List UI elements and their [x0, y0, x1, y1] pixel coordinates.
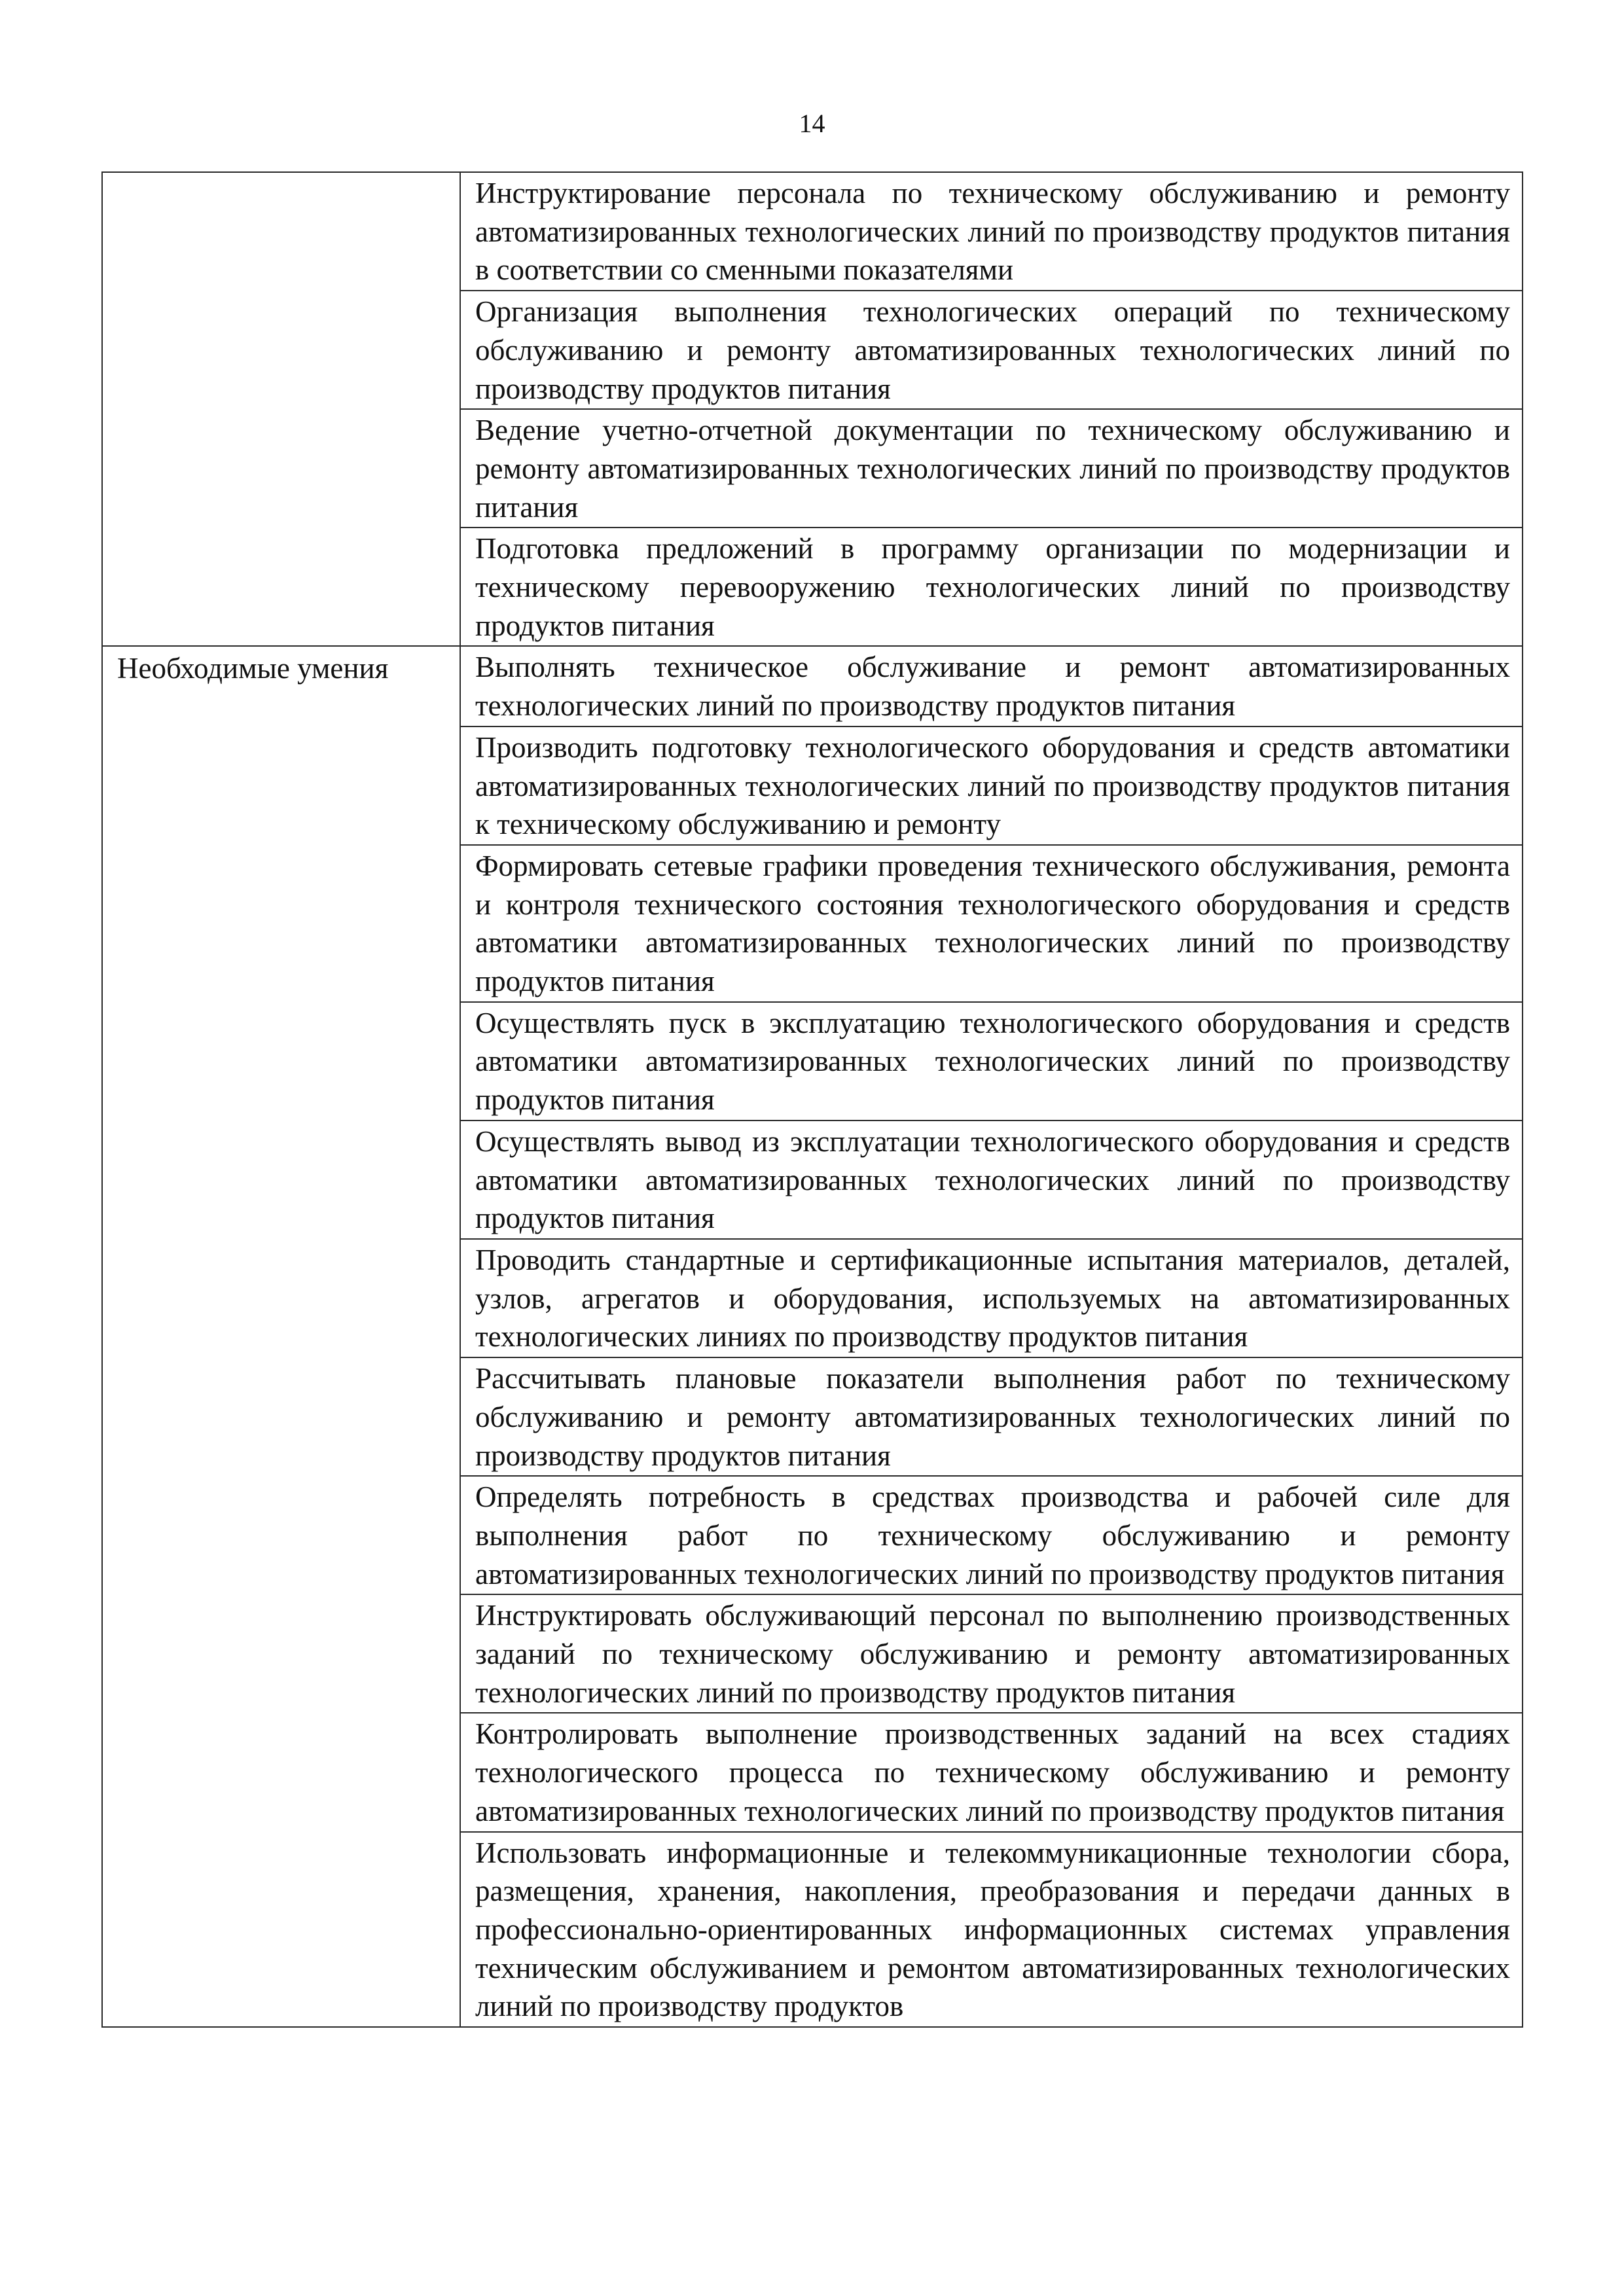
labor-action-cell: Организация выполнения технологических операций по техническому обслуживанию и ремонту автоматизированных технологических линий по производству продуктов питания: [460, 291, 1523, 409]
empty-label-cell: [102, 172, 460, 646]
labor-action-cell: Подготовка предложений в программу организации по модернизации и техническому перевооружению технологических линий по производству продуктов питания: [460, 528, 1523, 646]
skill-cell: Осуществлять пуск в эксплуатацию технологического оборудования и средств автоматики автоматизированных технологических линий по производству продуктов питания: [460, 1002, 1523, 1121]
table-row: [102, 646, 1523, 726]
skill-cell: Инструктировать обслуживающий персонал по выполнению производственных заданий по техническому обслуживанию и ремонту автоматизированных технологических линий по производству продуктов питания: [460, 1594, 1523, 1713]
labor-action-cell: Ведение учетно-отчетной документации по техническому обслуживанию и ремонту автоматизированных технологических линий по производству продуктов питания: [460, 409, 1523, 528]
requirements-table: [101, 171, 1523, 2028]
skills-label: Необходимые умения: [102, 646, 460, 2027]
skill-cell: Выполнять техническое обслуживание и ремонт автоматизированных технологических линий по производству продуктов питания: [460, 646, 1523, 726]
skill-cell: Использовать информационные и телекоммуникационные технологии сбора, размещения, хранения, накопления, преобразования и передачи данных в профессионально-ориентированных информационных системах управления техническим обслуживанием и ремонтом автоматизированных технологических линий по производству продуктов: [460, 1832, 1523, 2028]
skill-cell: Определять потребность в средствах производства и рабочей силе для выполнения работ по техническому обслуживанию и ремонту автоматизированных технологических линий по производству продуктов питания: [460, 1476, 1523, 1594]
skill-cell: Формировать сетевые графики проведения технического обслуживания, ремонта и контроля технического состояния технологического оборудования и средств автоматики автоматизированных технологических линий по производству продуктов питания: [460, 845, 1523, 1002]
skill-cell: Контролировать выполнение производственных заданий на всех стадиях технологического процесса по техническому обслуживанию и ремонту автоматизированных технологических линий по производству продуктов питания: [460, 1713, 1523, 1831]
skill-cell: Рассчитывать плановые показатели выполнения работ по техническому обслуживанию и ремонту автоматизированных технологических линий по производству продуктов питания: [460, 1357, 1523, 1476]
page-number: 14: [799, 109, 825, 138]
skill-cell: Проводить стандартные и сертификационные испытания материалов, деталей, узлов, агрегатов и оборудования, используемых на автоматизированных технологических линиях по производству продуктов питания: [460, 1239, 1523, 1357]
skill-cell: Производить подготовку технологического оборудования и средств автоматики автоматизированных технологических линий по производству продуктов питания к техническому обслуживанию и ремонту: [460, 726, 1523, 845]
labor-action-cell: Инструктирование персонала по техническому обслуживанию и ремонту автоматизированных технологических линий по производству продуктов питания в соответствии со сменными показателями: [460, 172, 1523, 291]
table-row: [102, 172, 1523, 291]
skill-cell: Осуществлять вывод из эксплуатации технологического оборудования и средств автоматики автоматизированных технологических линий по производству продуктов питания: [460, 1121, 1523, 1239]
